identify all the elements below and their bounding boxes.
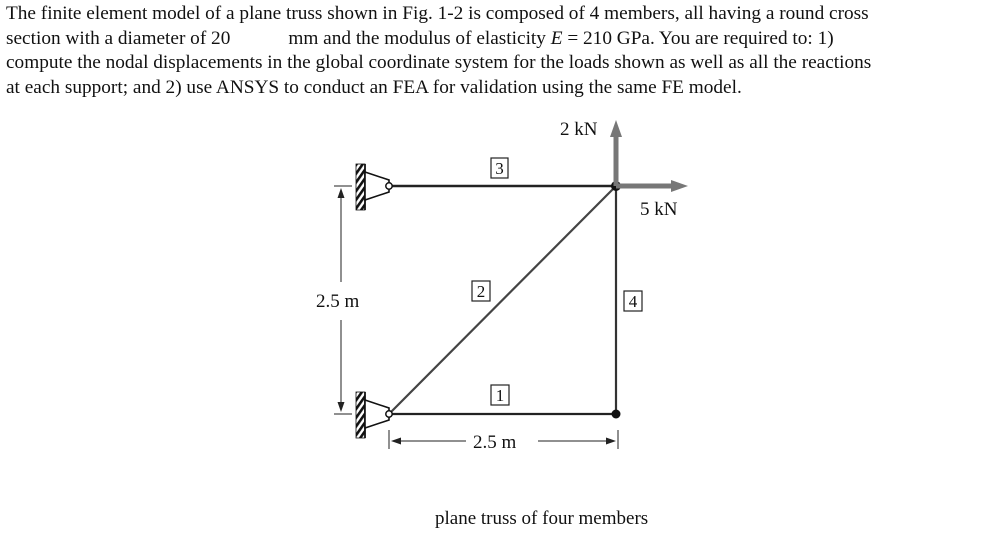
- member-label-2-text: 2: [476, 282, 486, 301]
- vertical-load-arrow: [610, 120, 622, 186]
- member-label-1: [491, 385, 509, 405]
- bottom-pin-support: [356, 392, 392, 438]
- problem-line-1: The finite element model of a plane truss shown in Fig. 1-2 is composed of 4 members, all having a round cross: [6, 3, 869, 24]
- vertical-dimension-label: 2.5 m: [316, 291, 360, 312]
- joint-bottom-right: [612, 410, 621, 419]
- problem-line-2-start: section with a diameter of 20: [6, 27, 231, 49]
- problem-line-4: at each support; and 2) use ANSYS to conduct an FEA for validation using the same FE model.: [6, 76, 742, 98]
- member-label-4: [624, 291, 642, 311]
- problem-line-3: compute the nodal displacements in the global coordinate system for the loads shown as well as all the reactions: [6, 52, 872, 73]
- member-label-1-text: 1: [495, 386, 505, 405]
- horizontal-dimension-label: 2.5 m: [473, 432, 517, 453]
- member-label-4-text: 4: [628, 292, 638, 311]
- problem-line-2-middle: mm and the modulus of elasticity: [288, 27, 551, 49]
- vertical-load-label: 2 kN: [560, 119, 598, 140]
- horizontal-load-label: 5 kN: [640, 199, 678, 220]
- top-pin-support: [356, 164, 392, 210]
- member-label-2: [472, 281, 490, 301]
- member-label-3-text: 3: [495, 159, 504, 178]
- horizontal-load-arrow: [616, 180, 688, 192]
- problem-line-2-end: = 210 GPa. You are required to: 1): [562, 27, 834, 49]
- figure-caption: plane truss of four members: [435, 508, 649, 529]
- modulus-symbol: E: [550, 27, 563, 49]
- member-2: [389, 186, 616, 414]
- member-label-3: [491, 158, 508, 178]
